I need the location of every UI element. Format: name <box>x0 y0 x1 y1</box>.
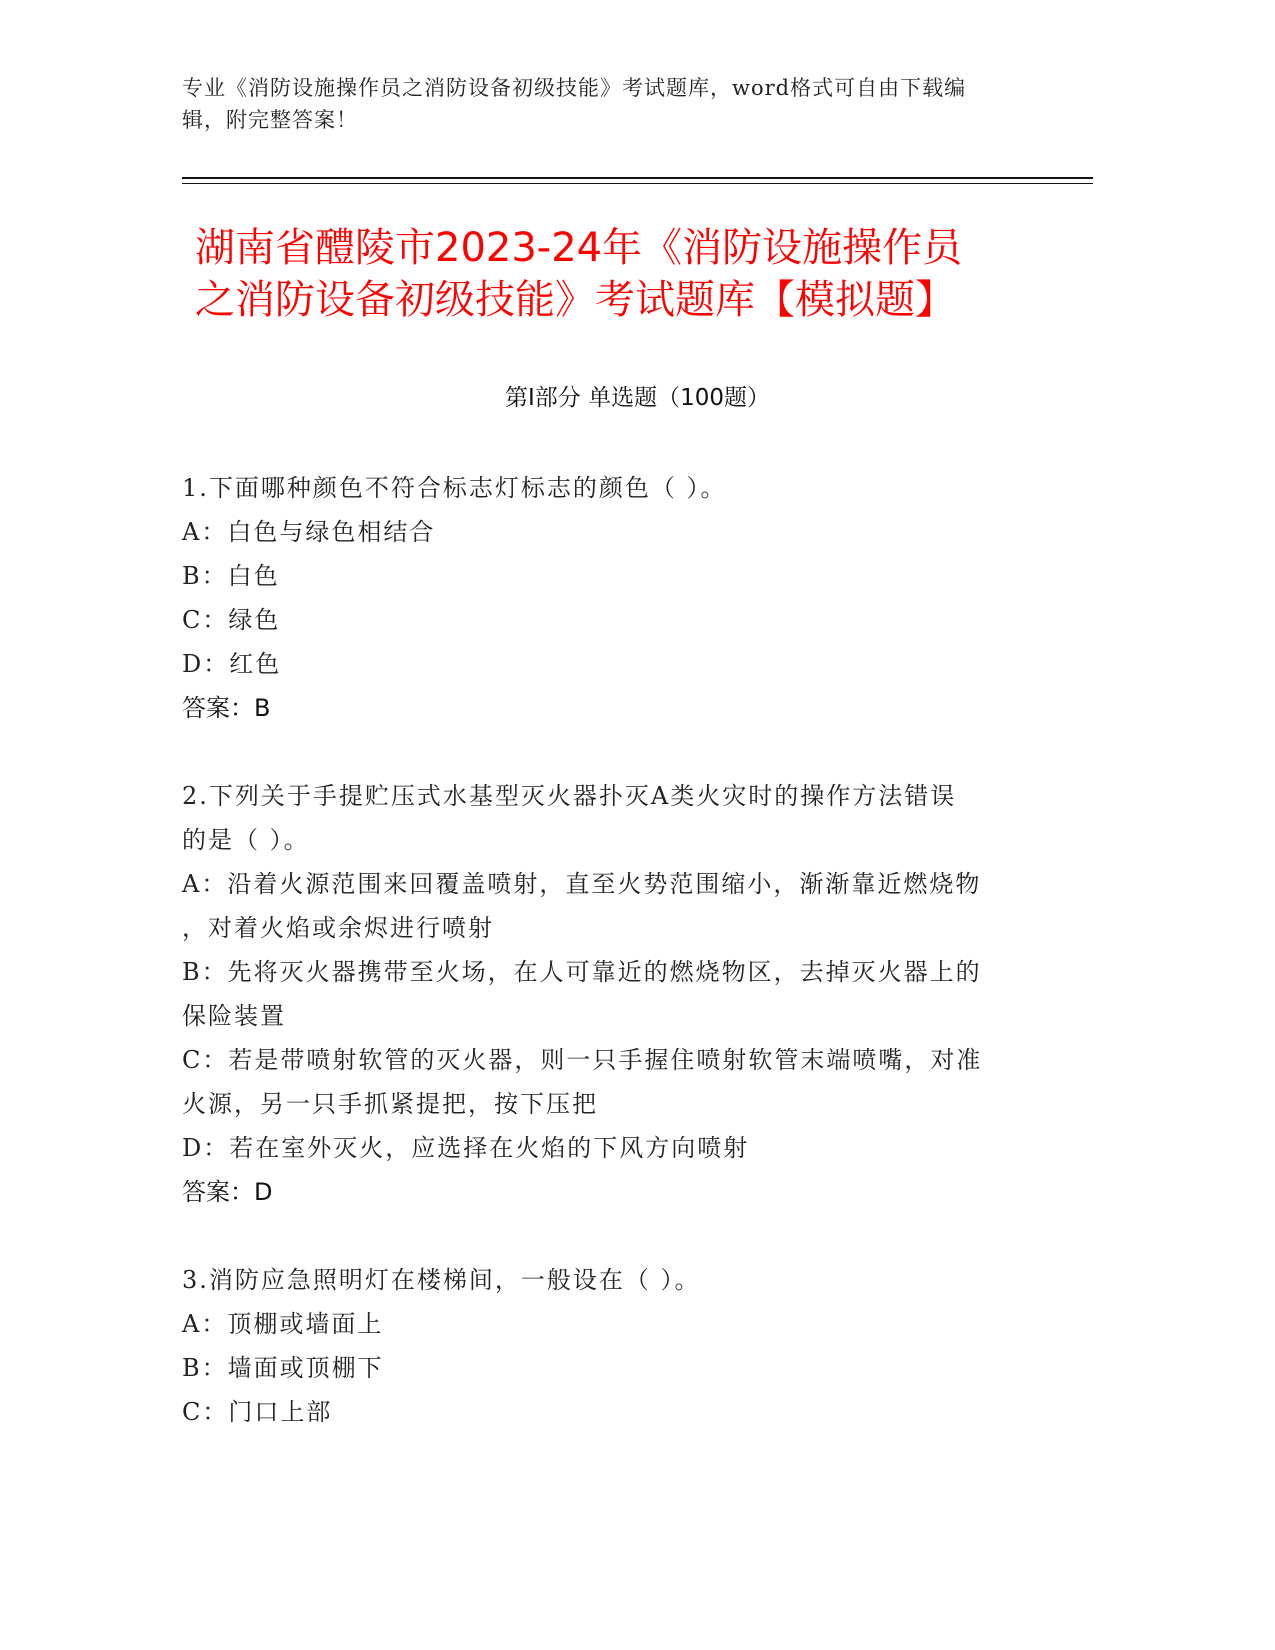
header-note <box>182 72 1062 136</box>
option-b: B：墙面或顶棚下 <box>182 1354 384 1382</box>
document-title-line-2: 之消防设备初级技能》考试题库【模拟题】 <box>195 277 955 323</box>
option-b: B：白色 <box>182 562 280 590</box>
question-spacer <box>182 1214 1062 1258</box>
question-stem: 2.下列关于手提贮压式水基型灭火器扑灭A类火灾时的操作方法错误 <box>182 782 957 810</box>
question-1 <box>182 466 1062 730</box>
option-a: A：白色与绿色相结合 <box>182 518 436 546</box>
header-divider-thin <box>182 183 1093 184</box>
question-stem-continued: 的是（ ）。 <box>182 826 310 854</box>
option-a-continued: ，对着火焰或余烬进行喷射 <box>182 914 494 942</box>
option-b-continued: 保险装置 <box>182 1002 286 1030</box>
option-c: C：若是带喷射软管的灭火器，则一只手握住喷射软管末端喷嘴，对准 <box>182 1046 983 1074</box>
option-a: A：顶棚或墙面上 <box>182 1310 384 1338</box>
option-a: A：沿着火源范围来回覆盖喷射，直至火势范围缩小，渐渐靠近燃烧物 <box>182 870 982 898</box>
question-3 <box>182 1258 1062 1434</box>
option-c: C：门口上部 <box>182 1398 333 1426</box>
option-c-continued: 火源，另一只手抓紧提把，按下压把 <box>182 1090 598 1118</box>
question-spacer <box>182 730 1062 774</box>
document-title <box>195 222 1075 326</box>
question-list <box>182 466 1062 1434</box>
option-c: C：绿色 <box>182 606 281 634</box>
option-b: B：先将灭火器携带至火场，在人可靠近的燃烧物区，去掉灭火器上的 <box>182 958 982 986</box>
header-note-line-1: 专业《消防设施操作员之消防设备初级技能》考试题库，word格式可自由下载编 <box>182 76 967 100</box>
option-d: D：红色 <box>182 650 282 678</box>
answer: 答案：D <box>182 1178 273 1206</box>
answer: 答案：B <box>182 694 271 722</box>
option-d: D：若在室外灭火，应选择在火焰的下风方向喷射 <box>182 1134 750 1162</box>
question-stem: 1.下面哪种颜色不符合标志灯标志的颜色（ ）。 <box>182 474 727 502</box>
document-title-line-1: 湖南省醴陵市2023-24年《消防设施操作员 <box>195 225 963 271</box>
section-heading: 第I部分 单选题（100题） <box>505 385 770 411</box>
header-divider-thick <box>182 177 1093 179</box>
question-2 <box>182 774 1062 1214</box>
question-stem: 3.消防应急照明灯在楼梯间，一般设在（ ）。 <box>182 1266 701 1294</box>
header-note-line-2: 辑，附完整答案！ <box>182 108 358 132</box>
